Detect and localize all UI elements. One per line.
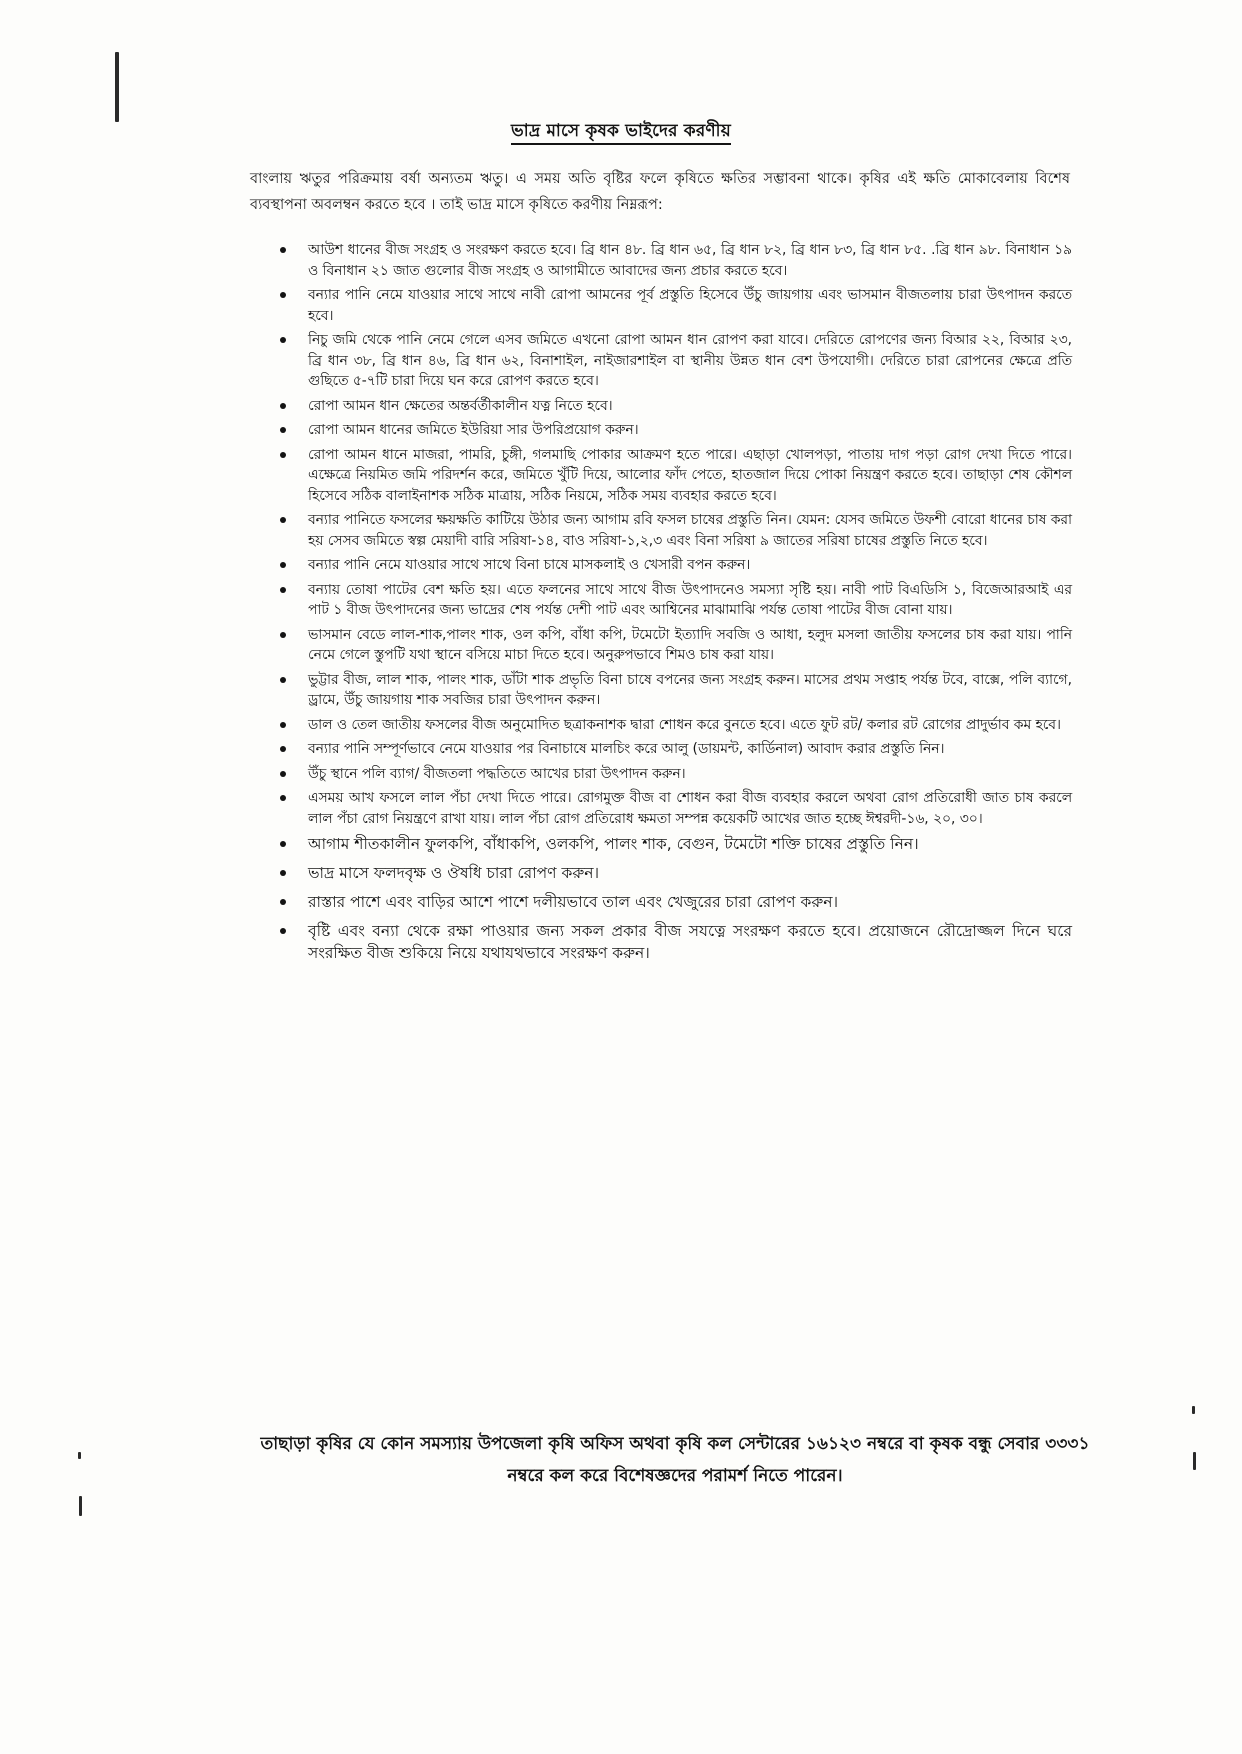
bullet-icon <box>280 771 286 777</box>
scan-mark-right-2 <box>1193 1452 1196 1470</box>
tip-text: বন্যার পানিতে ফসলের ক্ষয়ক্ষতি কাটিয়ে উঠার জন্য আগাম রবি ফসল চাষের প্রস্তুতি নিন। যেমন: যেসব জমিতে উফশী বোরো ধানের চাষ করা হয় সেসব জমিতে স্বল্প মেয়াদী বারি সরিষা-১৪, বাও সরিষা-১,২,৩ এবং বিনা সরিষা ৯ জাতের সরিষা চাষের প্রস্তুতি নিতে হবে। <box>308 512 1072 549</box>
bullet-icon <box>280 677 286 683</box>
tip-item <box>252 285 1072 326</box>
tip-item <box>252 396 1072 417</box>
bullet-icon <box>280 452 286 458</box>
tip-item <box>252 920 1072 964</box>
bullet-icon <box>280 870 286 876</box>
tip-item <box>252 833 1072 855</box>
bullet-icon <box>280 247 286 253</box>
tip-item <box>252 420 1072 441</box>
tip-item <box>252 555 1072 576</box>
bullet-icon <box>280 427 286 433</box>
tip-text: এসময় আখ ফসলে লাল পঁচা দেখা দিতে পারে। রোগমুক্ত বীজ বা শোধন করা বীজ ব্যবহার করলে অথবা রোগ প্রতিরোধী জাত চাষ করলে লাল পঁচা রোগ নিয়ন্ত্রণে রাখা যায়। লাল পঁচা রোগ প্রতিরোধ ক্ষমতা সম্পন্ন কয়েকটি আখের জাত হচ্ছে ঈশ্বরদী-১৬, ২০, ৩০। <box>308 790 1072 827</box>
bullet-icon <box>280 632 286 638</box>
tip-text: নিচু জমি থেকে পানি নেমে গেলে এসব জমিতে এখনো রোপা আমন ধান রোপণ করা যাবে। দেরিতে রোপণের জন্য বিআর ২২, বিআর ২৩, ব্রি ধান ৩৮, ব্রি ধান ৪৬, ব্রি ধান ৬২, বিনাশাইল, নাইজারশাইল বা স্থানীয় উন্নত ধান বেশ উপযোগী। দেরিতে চারা রোপনের ক্ষেত্রে প্রতি গুছিতে ৫-৭টি চারা দিয়ে ঘন করে রোপণ করতে হবে। <box>308 332 1072 389</box>
bullet-icon <box>280 722 286 728</box>
tip-text: উঁচু স্থানে পলি ব্যাগ/ বীজতলা পদ্ধতিতে আখের চারা উৎপাদন করুন। <box>308 765 686 782</box>
bullet-icon <box>280 403 286 409</box>
tip-text: বন্যার পানি নেমে যাওয়ার সাথে সাথে বিনা চাষে মাসকলাই ও খেসারী বপন করুন। <box>308 557 751 573</box>
bullet-icon <box>280 928 286 934</box>
bullet-icon <box>280 292 286 298</box>
bullet-icon <box>280 899 286 905</box>
bullet-icon <box>280 517 286 523</box>
scan-mark-left-bottom <box>78 1452 81 1459</box>
tip-text: আউশ ধানের বীজ সংগ্রহ ও সংরক্ষণ করতে হবে। ব্রি ধান ৪৮. ব্রি ধান ৬৫, ব্রি ধান ৮২, ব্রি ধান ৮৩, ব্রি ধান ৮৫. .ব্রি ধান ৯৮. বিনাধান ১৯ ও বিনাধান ২১ জাত গুলোর বীজ সংগ্রহ ও আগামীতে আবাদের জন্য প্রচার করতে হবে। <box>308 242 1072 279</box>
tip-text: ভুট্টার বীজ, লাল শাক, পালং শাক, ডাঁটা শাক প্রভৃতি বিনা চাষে বপনের জন্য সংগ্রহ করুন। মাসের প্রথম সপ্তাহ পর্যন্ত টবে, বাক্সে, পলি ব্যাগে, ড্রামে, উঁচু জায়গায় শাক সবজির চারা উৎপাদন করুন। <box>308 671 1072 708</box>
tip-text: ভাসমান বেডে লাল-শাক,পালং শাক, ওল কপি, বাঁধা কপি, টমেটো ইত্যাদি সবজি ও আধা, হলুদ মসলা জাতীয় ফসলের চাষ করা যায়। পানি নেমে গেলে স্তুপটি যথা স্থানে বসিয়ে মাচা দিতে হবে। অনুরুপভাবে শিমও চাষ করা যায়। <box>308 626 1072 663</box>
tip-text: বন্যার পানি নেমে যাওয়ার সাথে সাথে নাবী রোপা আমনের পূর্ব প্রস্তুতি হিসেবে উঁচু জায়গায় এবং ভাসমান বীজতলায় চারা উৎপাদন করতে হবে। <box>308 287 1072 324</box>
page-title <box>0 118 1242 146</box>
tip-item <box>252 625 1072 666</box>
tip-item <box>252 445 1072 507</box>
tip-text: রোপা আমন ধান ক্ষেতের অন্তর্বর্তীকালীন যত্ন নিতে হবে। <box>308 397 613 414</box>
tip-item <box>252 510 1072 551</box>
scan-mark-left-top <box>115 52 119 122</box>
closing-note: তাছাড়া কৃষির যে কোন সমস্যায় উপজেলা কৃষি অফিস অথবা কৃষি কল সেন্টারের ১৬১২৩ নম্বরে বা কৃষক বন্ধু সেবার ৩৩৩১ নম্বরে কল করে বিশেষজ্ঞদের পরামর্শ নিতে পারেন। <box>260 1434 1090 1486</box>
tip-item <box>252 715 1072 736</box>
tip-text: রোপা আমন ধানে মাজরা, পামরি, চুঙ্গী, গলমাছি পোকার আক্রমণ হতে পারে। এছাড়া খোলপড়া, পাতায় দাগ পড়া রোগ দেখা দিতে পারে। এক্ষেত্রে নিয়মিত জমি পরিদর্শন করে, জমিতে খুঁটি দিয়ে, আলোর ফাঁদ পেতে, হাতজাল দিয়ে পোকা নিয়ন্ত্রণ করতে হবে। তাছাড়া শেষ কৌশল হিসেবে সঠিক বালাইনাশক সঠিক মাত্রায়, সঠিক নিয়মে, সঠিক সময় ব্যবহার করতে হবে। <box>308 446 1072 504</box>
tip-text: আগাম শীতকালীন ফুলকপি, বাঁধাকপি, ওলকপি, পালং শাক, বেগুন, টমেটো শক্তি চাষের প্রস্তুতি নিন। <box>308 835 919 853</box>
tip-text: বন্যায় তোষা পাটের বেশ ক্ষতি হয়। এতে ফলনের সাথে সাথে বীজ উৎপাদনেও সমস্যা সৃষ্টি হয়। নাবী পাট বিএডিসি ১, বিজেআরআই এর পাট ১ বীজ উৎপাদনের জন্য ভাদ্রের শেষ পর্যন্ত দেশী পাট এবং আশ্বিনের মাঝামাঝি পর্যন্ত তোষা পাটের বীজ বোনা যায়। <box>308 581 1072 618</box>
tip-text: ডাল ও তেল জাতীয় ফসলের বীজ অনুমোদিত ছত্রাকনাশক দ্বারা শোধন করে বুনতে হবে। এতে ফুট রট/ কলার রট রোগের প্রাদুর্ভাব কম হবে। <box>308 716 1061 733</box>
bullet-icon <box>280 841 286 847</box>
tip-item <box>252 862 1072 884</box>
intro-paragraph: বাংলায় ঋতুর পরিক্রমায় বর্ষা অন্যতম ঋতু। এ সময় অতি বৃষ্টির ফলে কৃষিতে ক্ষতির সম্ভাবনা থাকে। কৃষির এই ক্ষতি মোকাবেলায় বিশেষ ব্যবস্থাপনা অবলম্বন করতে হবে । তাই ভাদ্র মাসে কৃষিতে করণীয় নিম্নরূপ: <box>250 171 1070 213</box>
bullet-icon <box>280 587 286 593</box>
tip-item <box>252 330 1072 392</box>
bullet-icon <box>280 795 286 801</box>
bullet-icon <box>280 746 286 752</box>
scan-mark-left-bottom-2 <box>79 1496 82 1516</box>
tips-list <box>252 240 1072 971</box>
scan-mark-right-1 <box>1192 1406 1195 1414</box>
bullet-icon <box>280 337 286 343</box>
tip-text: রোপা আমন ধানের জমিতে ইউরিয়া সার উপরিপ্রয়োগ করুন। <box>308 422 639 438</box>
page-title-text: ভাদ্র মাসে কৃষক ভাইদের করণীয় <box>511 121 731 145</box>
tip-item <box>252 764 1072 785</box>
tip-item <box>252 240 1072 281</box>
tip-item <box>252 891 1072 913</box>
tip-item <box>252 580 1072 621</box>
bullet-icon <box>280 562 286 568</box>
tip-text: বন্যার পানি সম্পূর্ণভাবে নেমে যাওয়ার পর বিনাচাষে মালচিং করে আলু (ডায়মন্ট, কার্ডিনাল) আবাদ করার প্রস্তুতি নিন। <box>308 741 945 757</box>
tip-text: রাস্তার পাশে এবং বাড়ির আশে পাশে দলীয়ভাবে তাল এবং খেজুরের চারা রোপণ করুন। <box>308 893 839 911</box>
tip-item <box>252 739 1072 760</box>
tip-item <box>252 788 1072 829</box>
tip-item <box>252 670 1072 711</box>
tip-text: বৃষ্টি এবং বন্যা থেকে রক্ষা পাওয়ার জন্য সকল প্রকার বীজ সযত্নে সংরক্ষণ করতে হবে। প্রয়োজনে রৌদ্রোজ্জল দিনে ঘরে সংরক্ষিত বীজ শুকিয়ে নিয়ে যথাযথভাবে সংরক্ষণ করুন। <box>308 922 1072 962</box>
tip-text: ভাদ্র মাসে ফলদবৃক্ষ ও ঔষধি চারা রোপণ করুন। <box>308 864 600 882</box>
